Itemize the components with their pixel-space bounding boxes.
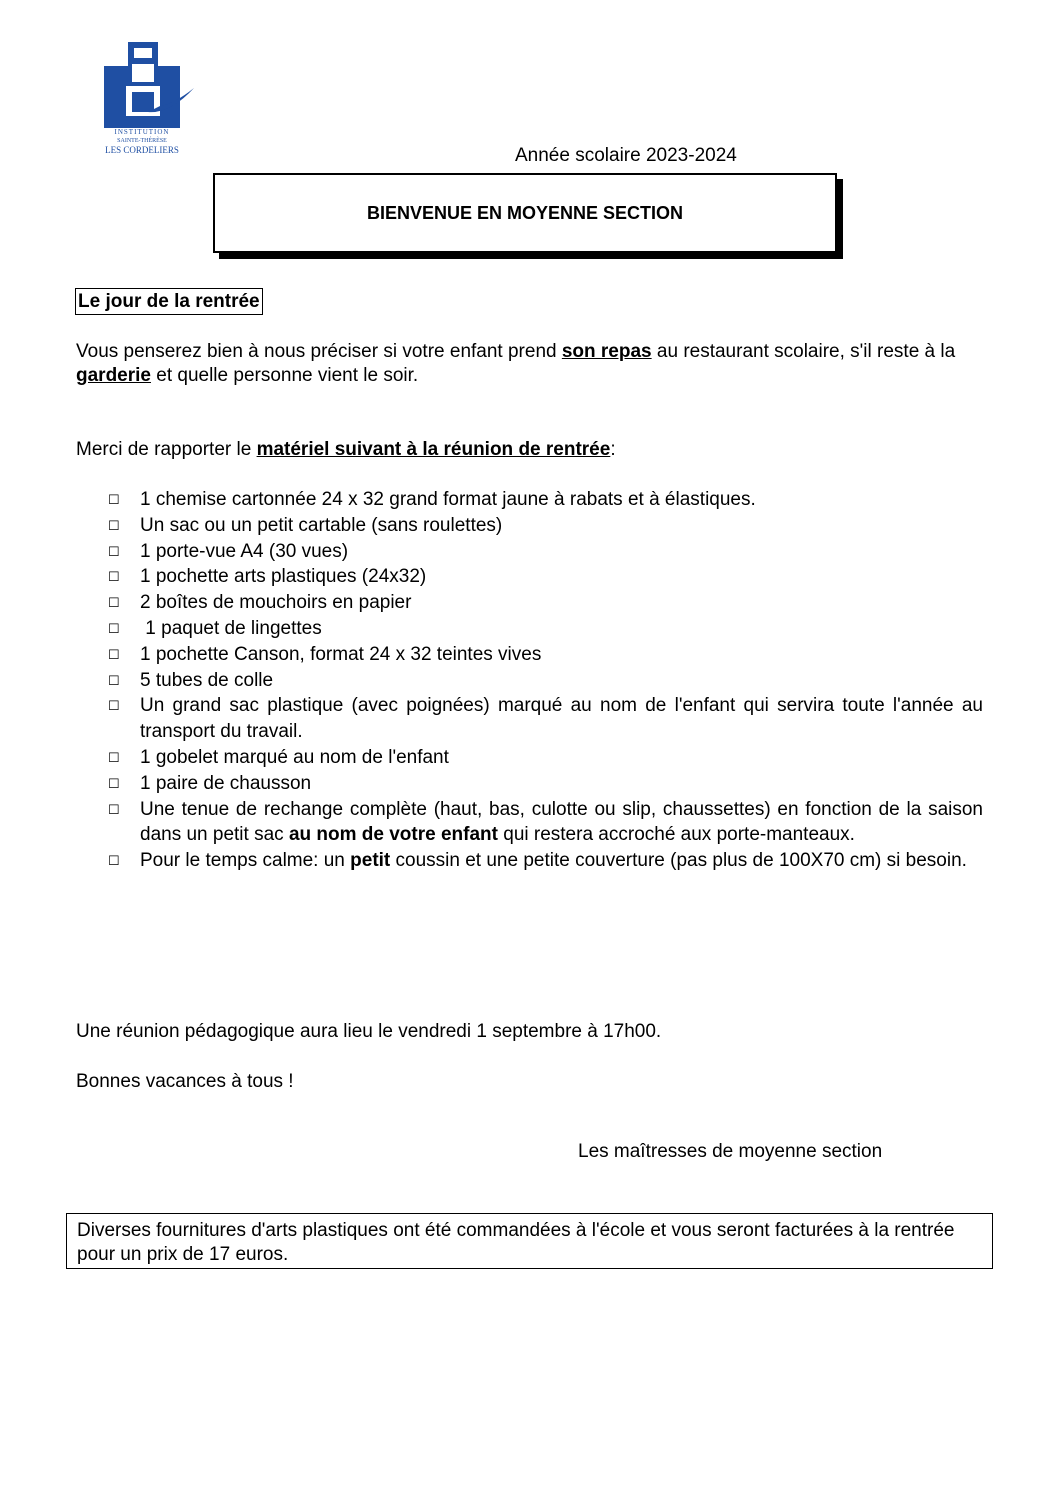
list-item (108, 539, 983, 565)
closing-text: Bonnes vacances à tous ! (76, 1071, 294, 1092)
list-item (108, 513, 983, 539)
list-item-text: 1 pochette arts plastiques (24x32) (140, 566, 427, 588)
list-item (108, 745, 983, 771)
list-item (108, 616, 983, 642)
list-item (108, 668, 983, 694)
first-day-text-b: au restaurant scolaire, s'il reste à la (651, 341, 956, 362)
fees-notice-box (66, 1213, 993, 1269)
first-day-text-a: Vous penserez bien à nous préciser si votre enfant prend (76, 341, 562, 362)
list-item (108, 564, 983, 590)
svg-text:INSTITUTION: INSTITUTION (114, 128, 170, 136)
meeting-notice: Une réunion pédagogique aura lieu le vendredi 1 septembre à 17h00. (76, 1021, 662, 1042)
list-item-text-a: Pour le temps calme: un (140, 850, 351, 872)
first-day-text-c: et quelle personne vient le soir. (150, 365, 419, 386)
list-item-text: 1 porte-vue A4 (30 vues) (140, 540, 349, 562)
checkbox-icon: ☐ (108, 775, 120, 791)
list-item-text (140, 797, 983, 849)
svg-text:LES CORDELIERS: LES CORDELIERS (105, 145, 179, 155)
school-logo (104, 42, 196, 158)
list-item-text-b: qui restera accroché aux porte-manteaux. (497, 824, 855, 846)
fees-notice-text: Diverses fournitures d'arts plastiques ont été commandées à l'école et vous seront facturées à la rentrée pour un prix de 17 euros. (77, 1220, 955, 1265)
list-item-text: 1 pochette Canson, format 24 x 32 teintes vives (140, 643, 542, 665)
meal-emphasis: son repas (561, 341, 652, 362)
checkbox-icon: ☐ (108, 543, 120, 559)
materials-list (108, 487, 983, 874)
list-item-text (140, 848, 983, 874)
checkbox-icon: ☐ (108, 595, 120, 611)
materials-intro-a: Merci de rapporter le (76, 439, 257, 460)
page-title: BIENVENUE EN MOYENNE SECTION (366, 202, 684, 223)
list-item (108, 487, 983, 513)
school-year: Année scolaire 2023-2024 (515, 145, 737, 166)
list-item (108, 693, 983, 745)
checkbox-icon: ☐ (108, 698, 120, 714)
list-item-text: 1 paquet de lingettes (140, 617, 322, 639)
checkbox-icon: ☐ (108, 672, 120, 688)
checkbox-icon: ☐ (108, 646, 120, 662)
materials-intro-b: : (610, 439, 616, 460)
checkbox-icon: ☐ (108, 749, 120, 765)
checkbox-icon: ☐ (108, 853, 120, 869)
list-item-text-a: Une tenue de rechange complète (haut, bas, culotte ou slip, chaussettes) en fonction de la saison dans un petit sac (140, 798, 983, 846)
svg-text:SAINTE-THÉRÈSE: SAINTE-THÉRÈSE (117, 138, 167, 144)
list-item-text: 5 tubes de colle (140, 669, 274, 691)
first-day-paragraph (76, 340, 982, 388)
list-item-text: Un sac ou un petit cartable (sans roulettes) (140, 514, 503, 536)
list-item (108, 590, 983, 616)
materials-intro (76, 438, 982, 462)
page-title-box (213, 173, 837, 253)
list-item-text: Un grand sac plastique (avec poignées) marqué au nom de l'enfant qui servira toute l'année au transport du travail. (140, 695, 983, 743)
list-item-text-b: coussin et une petite couverture (pas plus de 100X70 cm) si besoin. (390, 850, 967, 872)
list-item-text: 1 paire de chausson (140, 772, 312, 794)
list-item (108, 848, 983, 874)
daycare-emphasis: garderie (76, 365, 151, 386)
list-item (108, 797, 983, 849)
materials-intro-emphasis: matériel suivant à la réunion de rentrée (256, 439, 611, 460)
checkbox-icon: ☐ (108, 620, 120, 636)
list-item-text: 1 gobelet marqué au nom de l'enfant (140, 746, 449, 768)
checkbox-icon: ☐ (108, 492, 120, 507)
checkbox-icon: ☐ (108, 569, 120, 585)
list-item-text: 1 chemise cartonnée 24 x 32 grand format jaune à rabats et à élastiques. (140, 489, 756, 510)
list-item (108, 642, 983, 668)
list-item-emphasis: au nom de votre enfant (288, 824, 498, 846)
list-item-emphasis: petit (350, 850, 391, 872)
list-item (108, 771, 983, 797)
section-heading-first-day: Le jour de la rentrée (75, 288, 263, 315)
list-item-text: 2 boîtes de mouchoirs en papier (140, 592, 412, 614)
checkbox-icon: ☐ (108, 801, 120, 817)
signature: Les maîtresses de moyenne section (578, 1141, 883, 1162)
checkbox-icon: ☐ (108, 517, 120, 533)
